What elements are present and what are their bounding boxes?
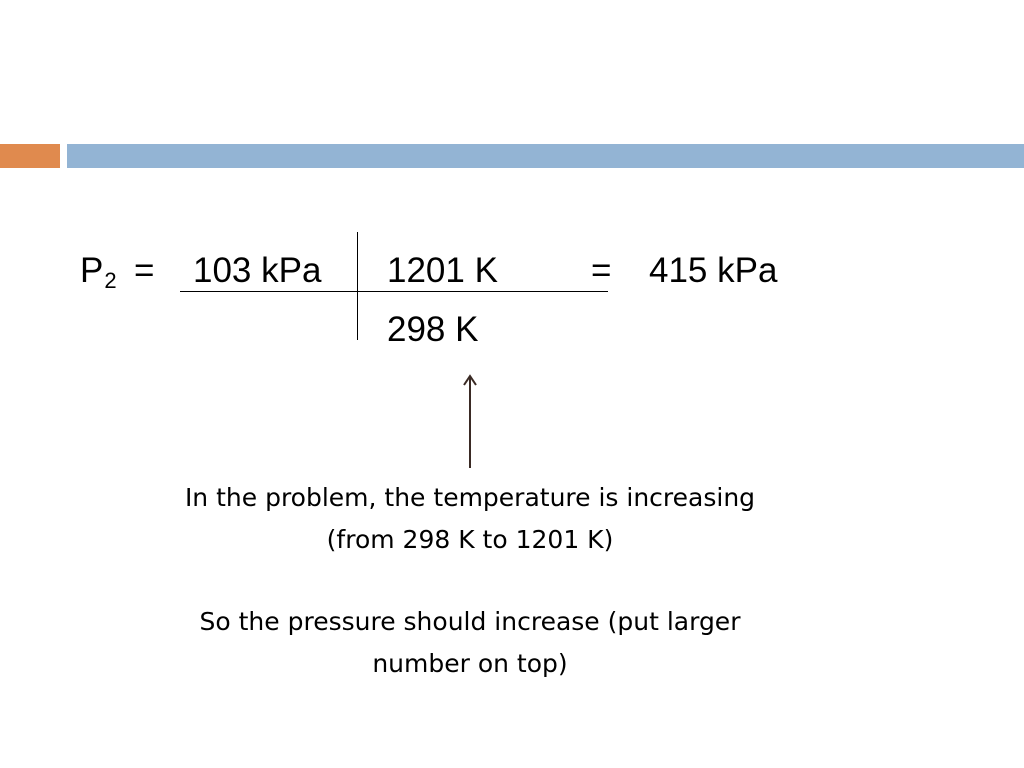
numerator-pressure: 103 kPa xyxy=(193,251,322,290)
pressure-subscript: 2 xyxy=(104,268,117,293)
denominator-temperature: 298 K xyxy=(387,310,479,349)
result-pressure: 415 kPa xyxy=(649,251,778,290)
note-line-2: (from 298 K to 1201 K) xyxy=(326,525,614,554)
accent-bar xyxy=(0,144,60,168)
numerator-temperature: 1201 K xyxy=(387,251,498,290)
factor-divider xyxy=(357,232,358,340)
header-bar xyxy=(67,144,1024,168)
note-line-3: So the pressure should increase (put larger xyxy=(199,607,741,636)
pressure-symbol: P xyxy=(80,251,104,290)
lhs-equals-sign: = xyxy=(134,251,155,290)
up-arrow-icon xyxy=(459,370,481,472)
fraction-bar xyxy=(180,291,608,292)
result-equals-sign: = xyxy=(591,251,612,290)
note-line-4: number on top) xyxy=(372,649,568,678)
equation-lhs xyxy=(80,251,117,293)
note-line-1: In the problem, the temperature is increasing xyxy=(184,483,756,512)
